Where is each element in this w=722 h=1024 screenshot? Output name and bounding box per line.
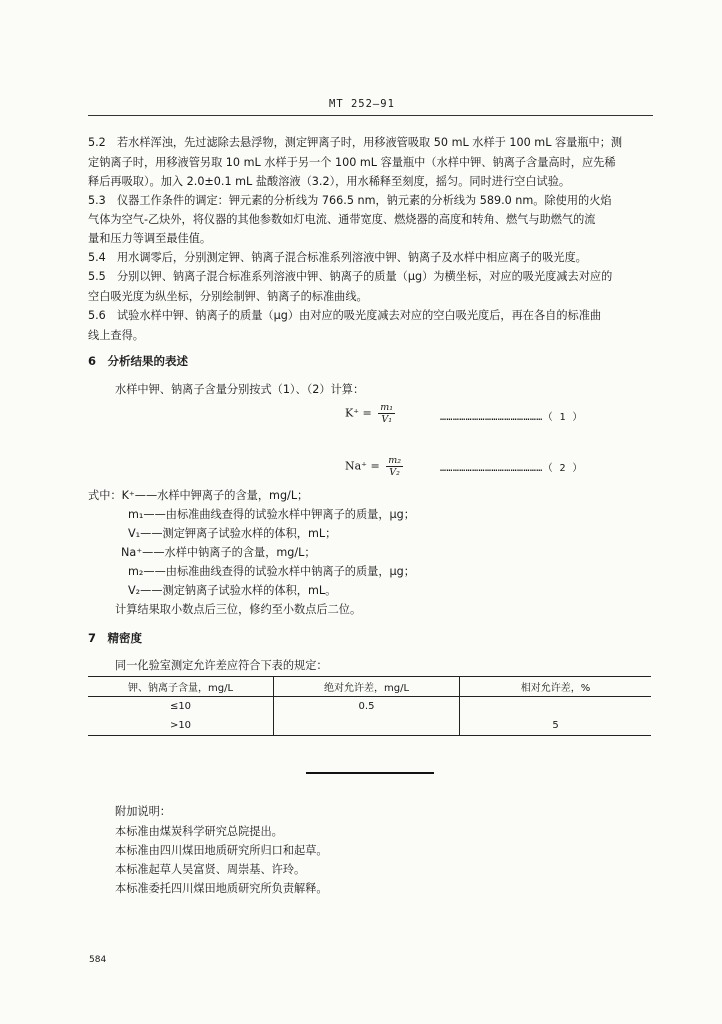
clause-5-4-line-1: 5.4 用水调零后，分别测定钾、钠离子混合标准系列溶液中钾、钠离子及水样中相应离子的吸光度。 [88,251,587,264]
notes-title: 附加说明： [115,805,171,818]
table-row [88,697,651,717]
formula-2-denominator: V₂ [389,467,400,478]
formula-1-denominator: V₁ [381,414,392,425]
clause-5-6-line-1: 5.6 试验水样中钾、钠离子的质量（μg）由对应的吸光度减去对应的空白吸光度后，再在各自的标准曲 [88,309,602,322]
notes-line-2: 本标准由四川煤田地质研究所归口和起草。 [115,844,328,857]
section-7-heading: 7 精密度 [88,631,143,645]
where-line-1: 式中：K⁺——水样中钾离子的含量，mg/L； [88,489,309,502]
formula-1-lhs: K⁺ = [345,406,372,420]
formula-2 [345,455,403,478]
clause-5-2-line-2: 定钠离子时，用移液管另取 10 mL 水样于另一个 100 mL 容量瓶中（水样中钾、钠离子含量高时，应先稀 [88,156,616,169]
where-line-2: m₁——由标准曲线查得的试验水样中钾离子的质量，μg； [128,508,415,521]
clause-5-5-line-2: 空白吸光度为纵坐标，分别绘制钾、钠离子的标准曲线。 [88,290,368,303]
cell-content: >10 [88,716,274,736]
tolerance-table [88,676,651,736]
formula-1-fraction [378,402,395,425]
cell-content: ≤10 [169,701,192,712]
where-line-4: Na⁺——水样中钠离子的含量，mg/L； [121,546,316,559]
clause-5-3-line-1: 5.3 仪器工作条件的调定：钾元素的分析线为 766.5 nm，钠元素的分析线为 589.0 nm。除使用的火焰 [88,194,612,207]
column-header-relative: 相对允许差，% [460,677,652,697]
cell-absolute [274,716,460,736]
equation-number-1: …………………………………………（ 1 ） [440,412,583,423]
notes-line-4: 本标准委托四川煤田地质研究所负责解释。 [115,882,328,895]
page-number: 584 [89,955,107,965]
rounding-note: 计算结果取小数点后三位，修约至小数点后二位。 [115,603,362,616]
section-6-intro: 水样中钾、钠离子含量分别按式（1）、（2）计算： [115,383,365,396]
cell-relative: 5 [460,716,652,736]
section-6-heading: 6 分析结果的表述 [88,354,189,368]
formula-2-fraction [386,455,403,478]
section-7-intro: 同一化验室测定允许差应符合下表的规定： [115,659,328,672]
clause-5-2-line-1: 5.2 若水样浑浊，先过滤除去悬浮物，测定钾离子时，用移液管吸取 50 mL 水样于 100 mL 容量瓶中；测 [88,136,623,149]
formula-1 [345,402,395,425]
where-line-6: V₂——测定钠离子试验水样的体积，mL。 [128,584,337,597]
equation-number-2: …………………………………………（ 2 ） [440,463,583,474]
column-header-content: 钾、钠离子含量，mg/L [88,677,274,697]
table-row [88,716,651,736]
clause-5-3-line-3: 量和压力等调至最佳值。 [88,232,212,245]
clause-5-5-line-1: 5.5 分别以钾、钠离子混合标准系列溶液中钾、钠离子的质量（μg）为横坐标，对应的吸光度减去对应的 [88,270,613,283]
notes-line-3: 本标准起草人吴富贤、周崇基、许玲。 [115,863,306,876]
clause-5-2-line-3: 释后再吸取）。加入 2.0±0.1 mL 盐酸溶液（3.2），用水稀释至刻度，摇匀。同时进行空白试验。 [88,175,571,188]
page-header: MT 252—91 [329,98,395,110]
end-rule [306,772,434,774]
clause-5-3-line-2: 气体为空气-乙炔外，将仪器的其他参数如灯电流、通带宽度、燃烧器的高度和转角、燃气与助燃气的流 [88,213,596,226]
formula-2-numerator: m₂ [388,455,402,466]
table-header-row [88,677,651,697]
where-line-5: m₂——由标准曲线查得的试验水样中钠离子的质量，μg； [128,565,415,578]
where-line-3: V₁——测定钾离子试验水样的体积，mL； [128,527,337,540]
formula-1-numerator: m₁ [380,402,394,413]
notes-line-1: 本标准由煤炭科学研究总院提出。 [115,825,283,838]
column-header-absolute: 绝对允许差，mg/L [274,677,460,697]
cell-absolute: 0.5 [274,697,460,717]
clause-5-6-line-2: 线上查得。 [88,329,144,342]
formula-2-lhs: Na⁺ = [345,459,380,473]
header-rule [88,115,653,116]
cell-relative [460,697,652,717]
